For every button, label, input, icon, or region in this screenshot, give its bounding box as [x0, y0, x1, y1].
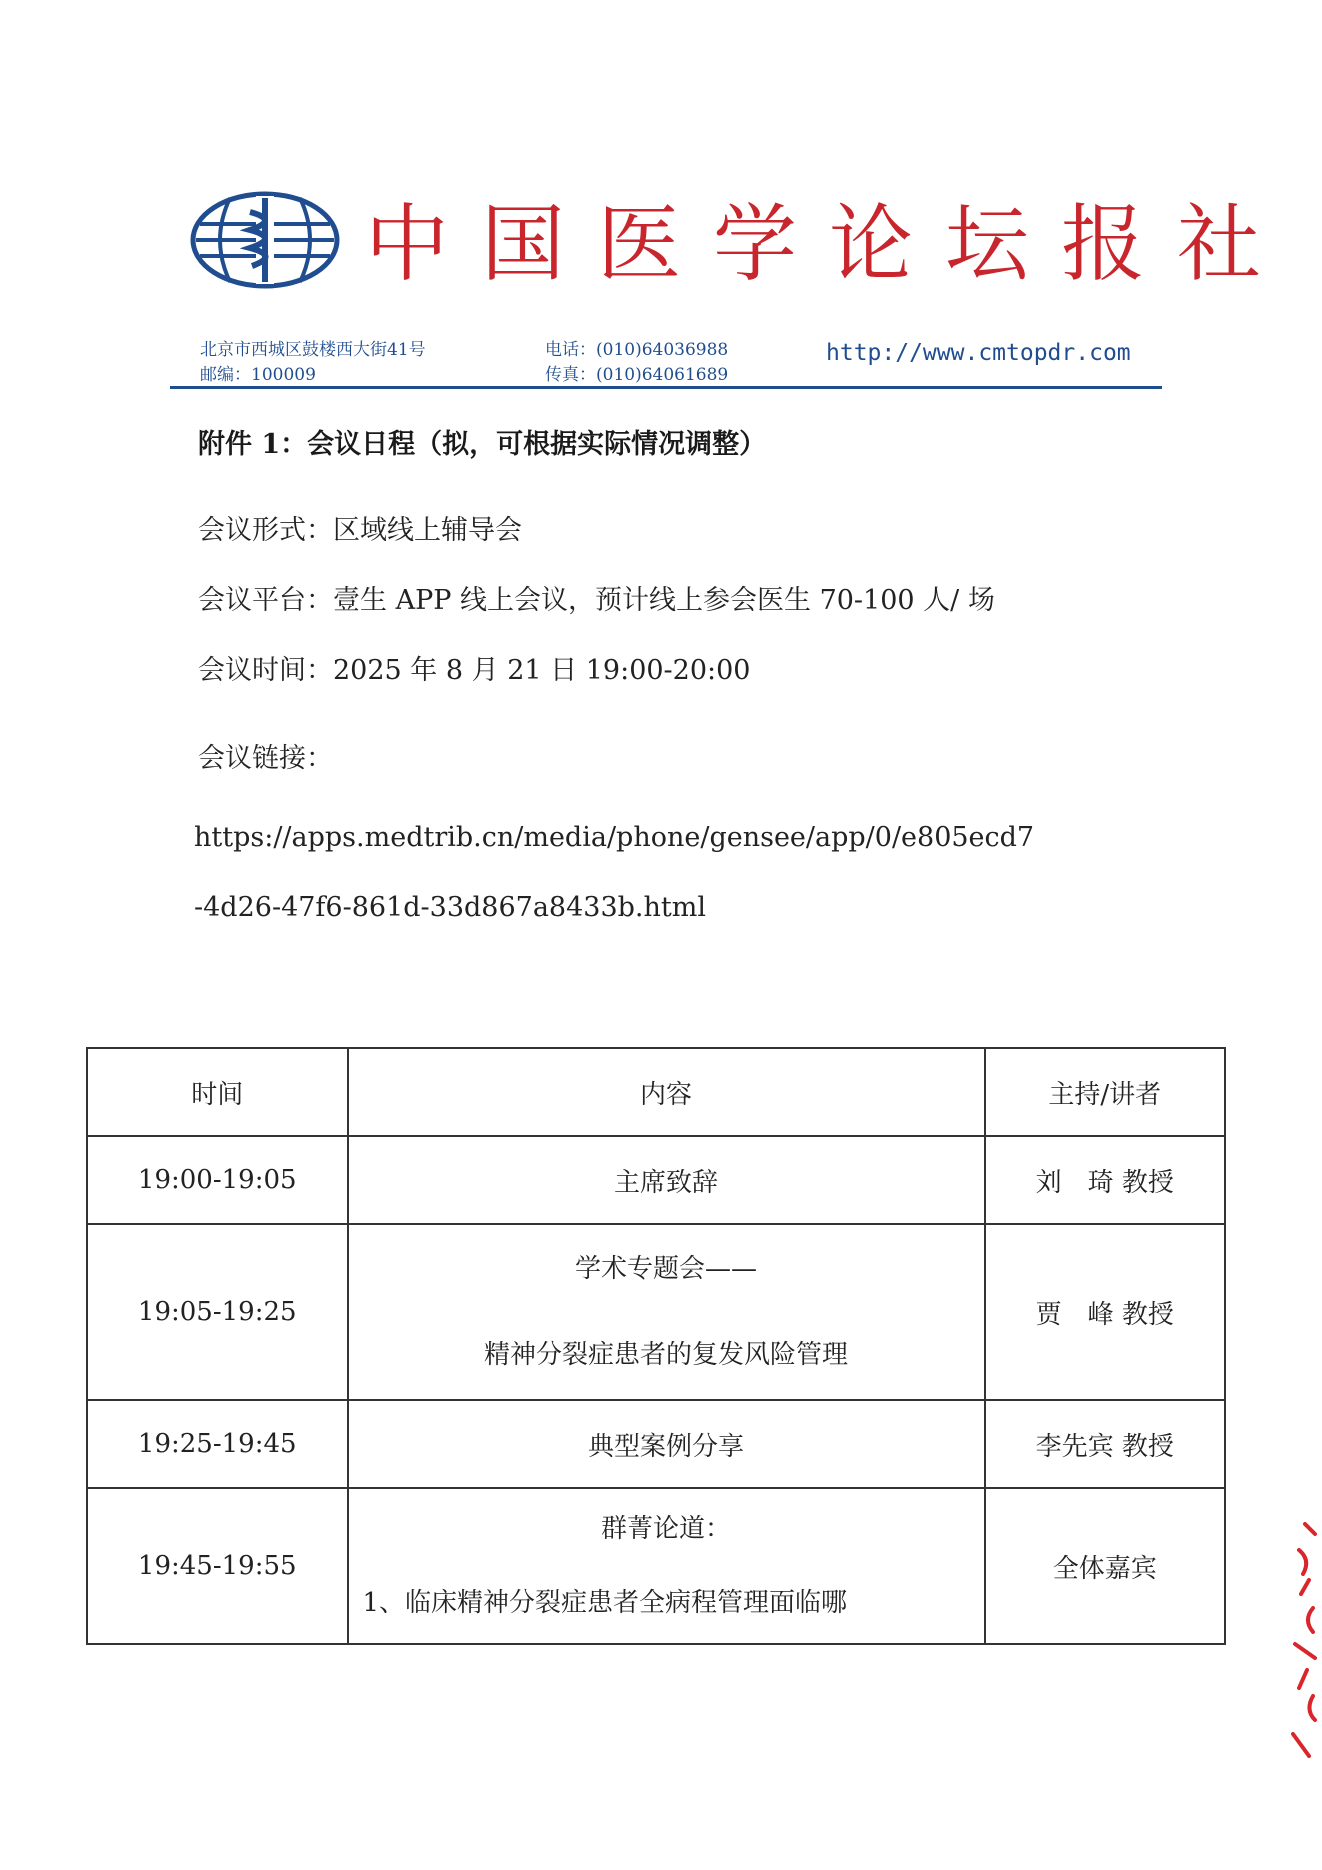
- row-content-line: 1、临床精神分裂症患者全病程管理面临哪: [362, 1588, 848, 1618]
- header-host: 主持/讲者: [985, 1048, 1225, 1136]
- row-content: [348, 1488, 985, 1644]
- attachment-heading: 附件 1：会议日程（拟，可根据实际情况调整）: [198, 429, 767, 460]
- row-content: 典型案例分享: [348, 1400, 985, 1488]
- header-content: 内容: [348, 1048, 985, 1136]
- meeting-format: 会议形式：区域线上辅导会: [198, 515, 522, 546]
- meeting-link-line-2[interactable]: -4d26-47f6-861d-33d867a8433b.html: [194, 892, 706, 923]
- phone-block: [545, 338, 728, 388]
- header-time: 时间: [87, 1048, 348, 1136]
- website-link[interactable]: http://www.cmtopdr.com: [826, 340, 1131, 366]
- row-time: 19:25-19:45: [87, 1400, 348, 1488]
- address-block: [200, 338, 426, 388]
- meeting-time: 会议时间：2025 年 8 月 21 日 19:00-20:00: [198, 655, 751, 686]
- meeting-link-line-1[interactable]: https://apps.medtrib.cn/media/phone/gensee/app/0/e805ecd7: [194, 822, 1035, 853]
- row-content-line: 精神分裂症患者的复发风险管理: [484, 1340, 849, 1370]
- table-row: [87, 1400, 1225, 1488]
- row-content-line: 群菁论道：: [601, 1514, 732, 1544]
- postcode: 邮编：100009: [200, 365, 316, 385]
- table-row: [87, 1224, 1225, 1400]
- table-header-row: [87, 1048, 1225, 1136]
- row-time: 19:45-19:55: [87, 1488, 348, 1644]
- row-time: 19:05-19:25: [87, 1224, 348, 1400]
- row-host: 刘 琦 教授: [985, 1136, 1225, 1224]
- fax: 传真：(010)64061689: [545, 365, 729, 385]
- letterhead-rule: [170, 386, 1162, 389]
- table-row: [87, 1136, 1225, 1224]
- schedule-table: [86, 1047, 1226, 1645]
- row-time: 19:00-19:05: [87, 1136, 348, 1224]
- meeting-link-label: 会议链接：: [198, 743, 333, 774]
- globe-caduceus-logo: [190, 190, 340, 290]
- row-content: [348, 1224, 985, 1400]
- row-host: 李先宾 教授: [985, 1400, 1225, 1488]
- row-content: 主席致辞: [348, 1136, 985, 1224]
- org-name: 中国医学论坛报社: [365, 195, 1294, 293]
- row-host: 全体嘉宾: [985, 1488, 1225, 1644]
- meeting-platform: 会议平台：壹生 APP 线上会议，预计线上参会医生 70-100 人/ 场: [198, 585, 995, 616]
- partial-seal-stamp: [1285, 1520, 1322, 1760]
- table-row: [87, 1488, 1225, 1644]
- row-host: 贾 峰 教授: [985, 1224, 1225, 1400]
- row-content-line: 学术专题会——: [575, 1254, 758, 1284]
- phone: 电话：(010)64036988: [545, 340, 729, 360]
- address: 北京市西城区鼓楼西大街41号: [200, 340, 426, 360]
